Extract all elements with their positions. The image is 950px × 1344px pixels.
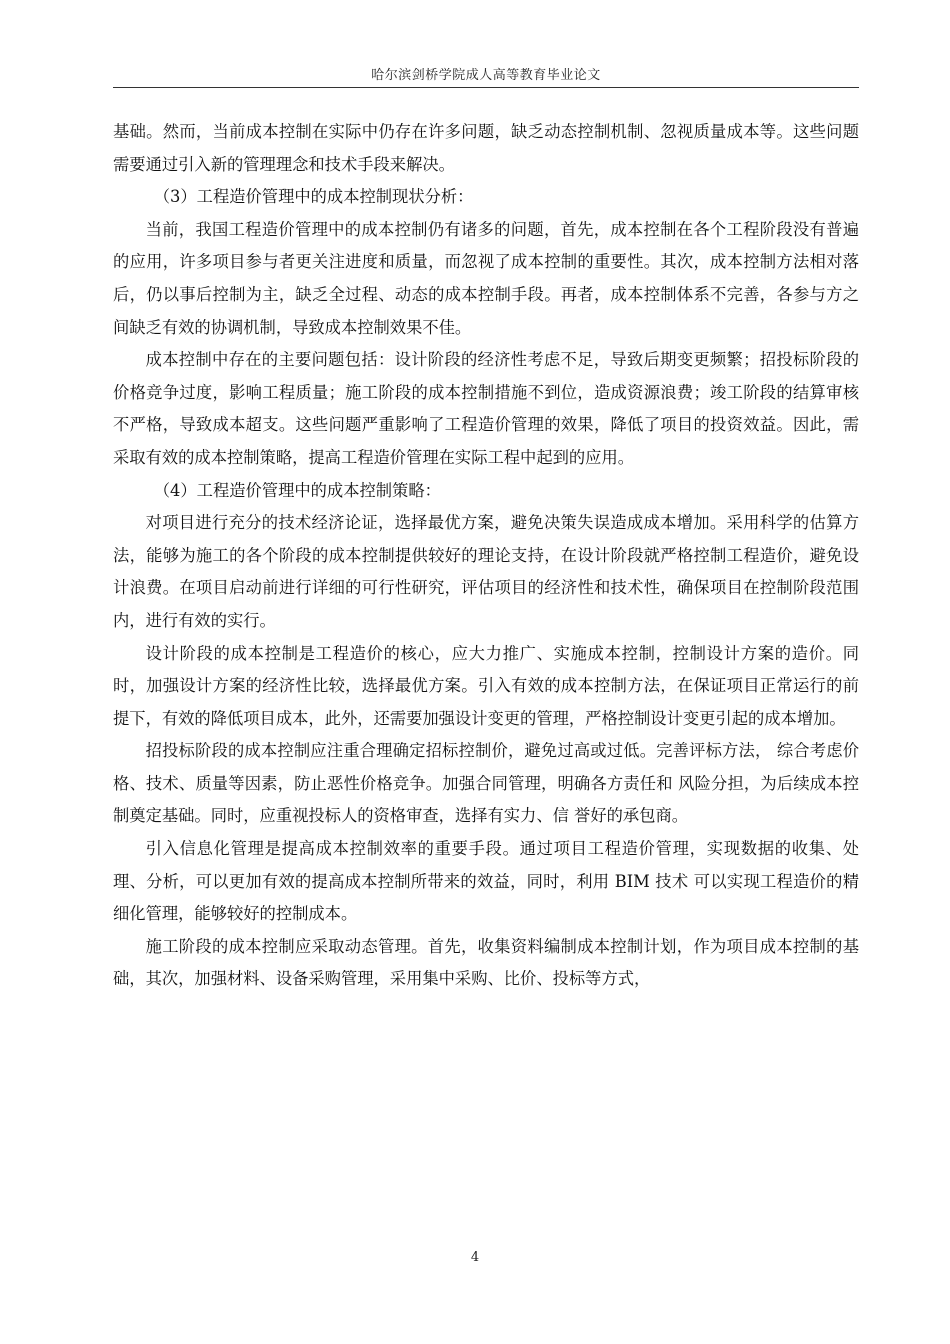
header-rule xyxy=(113,87,859,88)
paragraph-design-stage: 设计阶段的成本控制是工程造价的核心，应大力推广、实施成本控制，控制设计方案的造价。同时，加强设计方案的经济性比较，选择最优方案。引入有效的成本控制方法，在保证项目正常运行的前提下，有效的降低项目成本，此外，还需要加强设计变更的管理，严格控制设计变更引起的成本增加。 xyxy=(113,643,859,728)
paragraph-main-problems: 成本控制中存在的主要问题包括：设计阶段的经济性考虑不足，导致后期变更频繁；招投标阶段的价格竞争过度，影响工程质量；施工阶段的成本控制措施不到位，造成资源浪费；竣工阶段的结算审核不严格，导致成本超支。这些问题严重影响了工程造价管理的效果，降低了项目的投资效益。因此，需采取有效的成本控制策略，提高工程造价管理在实际工程中起到的应用。 xyxy=(113,350,859,467)
paragraph-construction-stage: 施工阶段的成本控制应采取动态管理。首先，收集资料编制成本控制计划，作为项目成本控制的基础，其次，加强材料、设备采购管理，采用集中采购、比价、投标等方式， xyxy=(113,936,859,989)
paragraph-status-analysis: 当前，我国工程造价管理中的成本控制仍有诸多的问题，首先，成本控制在各个工程阶段没有普遍的应用，许多项目参与者更关注进度和质量，而忽视了成本控制的重要性。其次，成本控制方法相对落后，仍以事后控制为主，缺乏全过程、动态的成本控制手段。再者，成本控制体系不完善，各参与方之间缺乏有效的协调机制，导致成本控制效果不佳。 xyxy=(113,219,859,337)
paragraph-feasibility: 对项目进行充分的技术经济论证，选择最优方案，避免决策失误造成成本增加。采用科学的估算方法，能够为施工的各个阶段的成本控制提供较好的理论支持，在设计阶段就严格控制工程造价，避免设计浪费。在项目启动前进行详细的可行性研究，评估项目的经济性和技术性，确保项目在控制阶段范围内，进行有效的实行。 xyxy=(113,513,859,630)
paragraph-informatization: 引入信息化管理是提高成本控制效率的重要手段。通过项目工程造价管理，实现数据的收集、处理、分析，可以更加有效的提高成本控制所带来的效益，同时，利用 BIM 技术 可以实现工程造价的精细化管理，能够较好的控制成本。 xyxy=(113,839,859,924)
paragraph-bidding-stage: 招投标阶段的成本控制应注重合理确定招标控制价，避免过高或过低。完善评标方法， 综合考虑价格、技术、质量等因素，防止恶性价格竞争。加强合同管理，明确各方责任和 风险分担，为后续成本控制奠定基础。同时，应重视投标人的资格审查，选择有实力、信 誉好的承包商。 xyxy=(113,741,859,826)
page-number: 4 xyxy=(470,1250,480,1265)
page-header-title: 哈尔滨剑桥学院成人高等教育毕业论文 xyxy=(371,68,601,83)
section-heading-3: （3）工程造价管理中的成本控制现状分析： xyxy=(153,187,474,207)
paragraph-continuation: 基础。然而，当前成本控制在实际中仍存在许多问题，缺乏动态控制机制、忽视质量成本等。这些问题需要通过引入新的管理理念和技术手段来解决。 xyxy=(113,122,859,174)
section-heading-4: （4）工程造价管理中的成本控制策略： xyxy=(153,480,441,500)
document-body xyxy=(113,116,859,996)
